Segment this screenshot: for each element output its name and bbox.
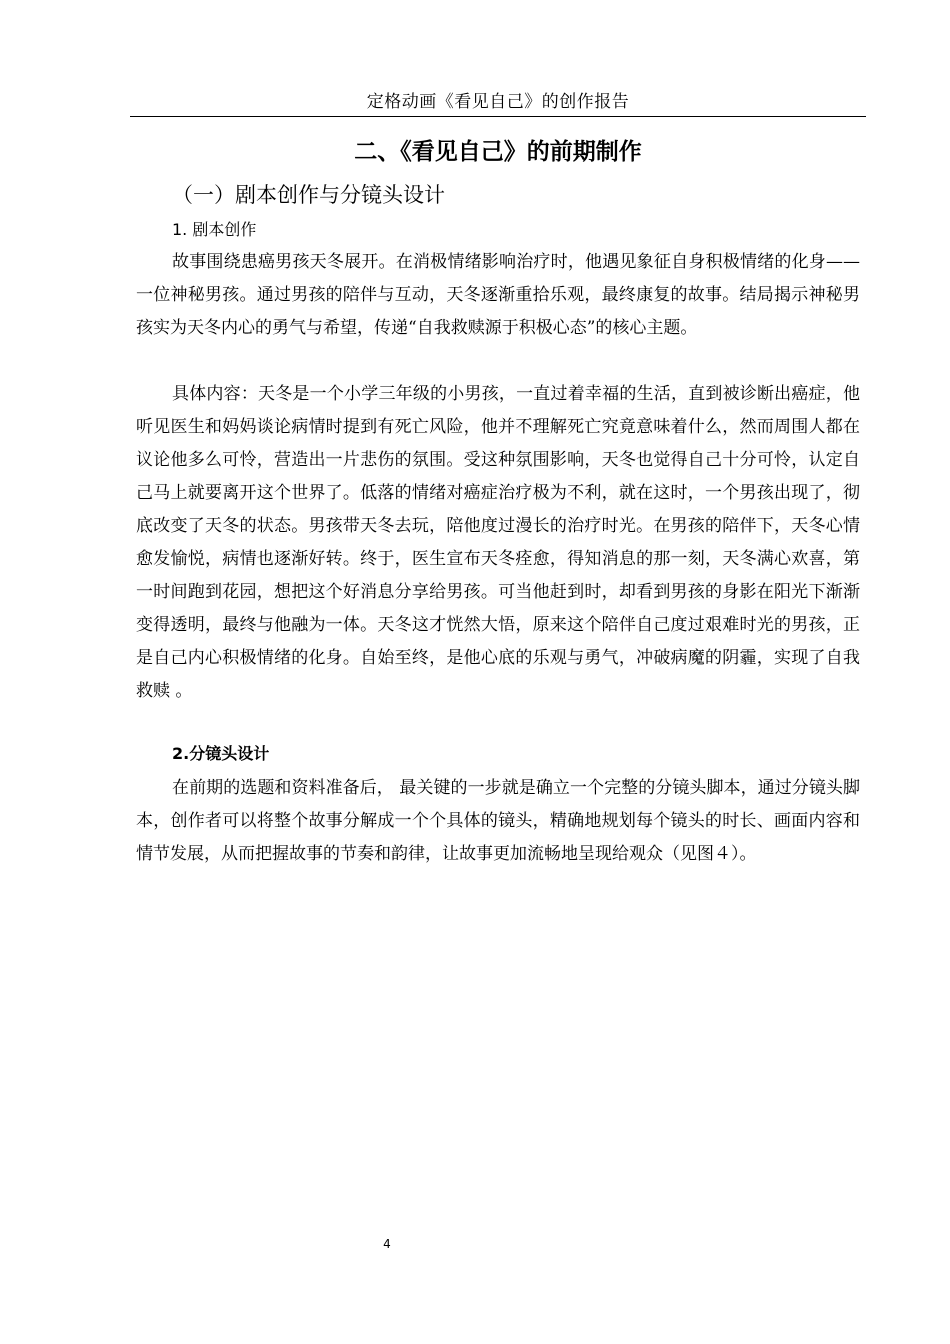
paragraph-story-summary: 故事围绕患癌男孩天冬展开。在消极情绪影响治疗时，他遇见象征自身积极情绪的化身——一位神秘男孩。通过男孩的陪伴与互动，天冬逐渐重拾乐观，最终康复的故事。结局揭示神秘男孩实为天冬内心的勇气与希望，传递“自我救赎源于积极心态”的核心主题。 [136, 252, 860, 338]
header-divider [130, 116, 866, 117]
paragraph-storyboard: 在前期的选题和资料准备后， 最关键的一步就是确立一个完整的分镜头脚本，通过分镜头脚本，创作者可以将整个故事分解成一个个具体的镜头，精确地规划每个镜头的时长、画面内容和情节发展，从而把握故事的节奏和韵律，让故事更加流畅地呈现给观众（见图４）。 [136, 778, 860, 864]
running-header-title: 定格动画《看见自己》的创作报告 [366, 92, 630, 112]
section-title: （一）剧本创作与分镜头设计 [172, 183, 445, 207]
subsection-title-script: 1. 剧本创作 [172, 220, 257, 239]
page-number: 4 [383, 1237, 391, 1251]
paragraph-story-detail: 具体内容：天冬是一个小学三年级的小男孩，一直过着幸福的生活，直到被诊断出癌症，他听见医生和妈妈谈论病情时提到有死亡风险，他并不理解死亡究竟意味着什么，然而周围人都在议论他多么可怜，营造出一片悲伤的氛围。受这种氛围影响，天冬也觉得自己十分可怜，认定自己马上就要离开这个世界了。低落的情绪对癌症治疗极为不利，就在这时，一个男孩出现了，彻底改变了天冬的状态。男孩带天冬去玩，陪他度过漫长的治疗时光。在男孩的陪伴下，天冬心情愈发愉悦，病情也逐渐好转。终于，医生宣布天冬痊愈，得知消息的那一刻，天冬满心欢喜，第一时间跑到花园，想把这个好消息分享给男孩。可当他赶到时，却看到男孩的身影在阳光下渐渐变得透明，最终与他融为一体。天冬这才恍然大悟，原来这个陪伴自己度过艰难时光的男孩，正是自己内心积极情绪的化身。自始至终，是他心底的乐观与勇气，冲破病魔的阴霾，实现了自我救赎 。 [136, 384, 860, 701]
subsection-title-storyboard: 2.分镜头设计 [172, 744, 270, 763]
chapter-title: 二、《看见自己》的前期制作 [354, 139, 642, 165]
